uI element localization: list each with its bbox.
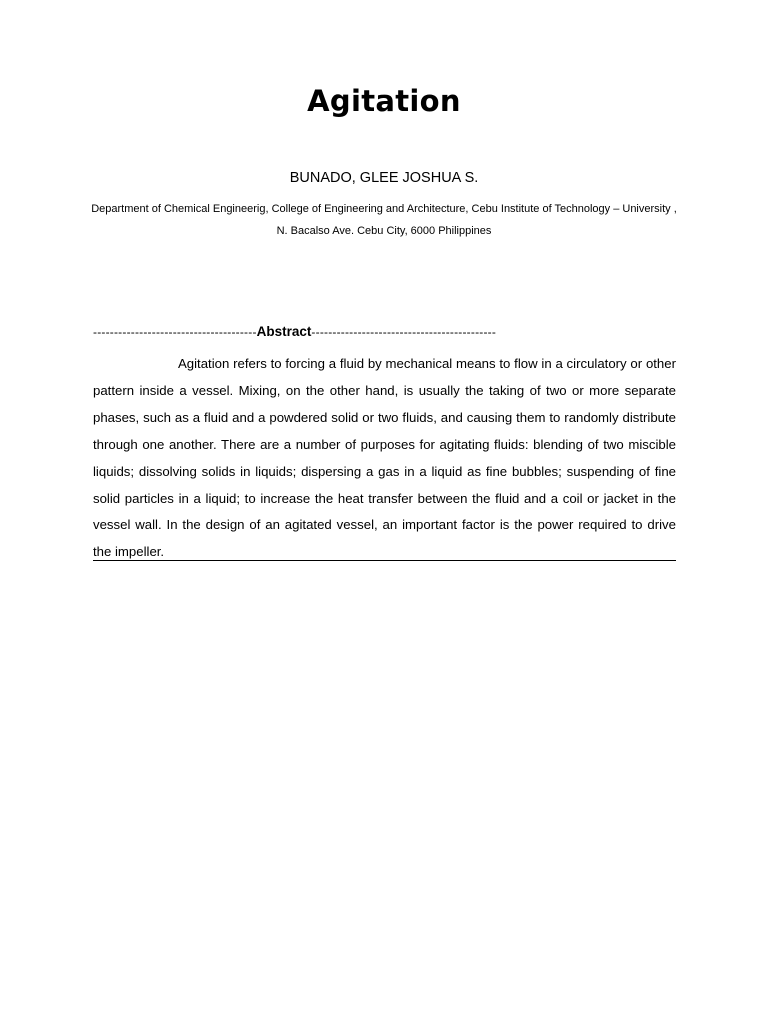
author-affiliation: Department of Chemical Engineerig, College of Engineering and Architecture, Cebu Institute of Technology – University , N. Bacalso Ave. Cebu City, 6000 Philippines <box>91 203 677 237</box>
author-name: BUNADO, GLEE JOSHUA S. <box>289 170 479 186</box>
abstract-heading <box>93 324 676 339</box>
abstract-dashes-left: --------------------------------------- <box>93 325 257 339</box>
paper-title: Agitation <box>307 84 461 118</box>
abstract-dashes-right: -------------------------------------------- <box>311 325 497 339</box>
abstract-label: Abstract <box>256 324 312 339</box>
abstract-text: Agitation refers to forcing a fluid by mechanical means to flow in a circulatory or other pattern inside a vessel. Mixing, on the other hand, is usually the taking of two or more separate phases, such as a fluid and a powdered solid or two fluids, and causing them to randomly distribute through one another. There are a number of purposes for agitating fluids: blending of two miscible liquids; dissolving solids in liquids; dispersing a gas in a liquid as fine bubbles; suspending of fine solid particles in a liquid; to increase the heat transfer between the fluid and a coil or jacket in the vessel wall. In the design of an agitated vessel, an important factor is the power required to drive the impeller. <box>93 356 676 560</box>
abstract-bottom-rule <box>93 560 676 561</box>
